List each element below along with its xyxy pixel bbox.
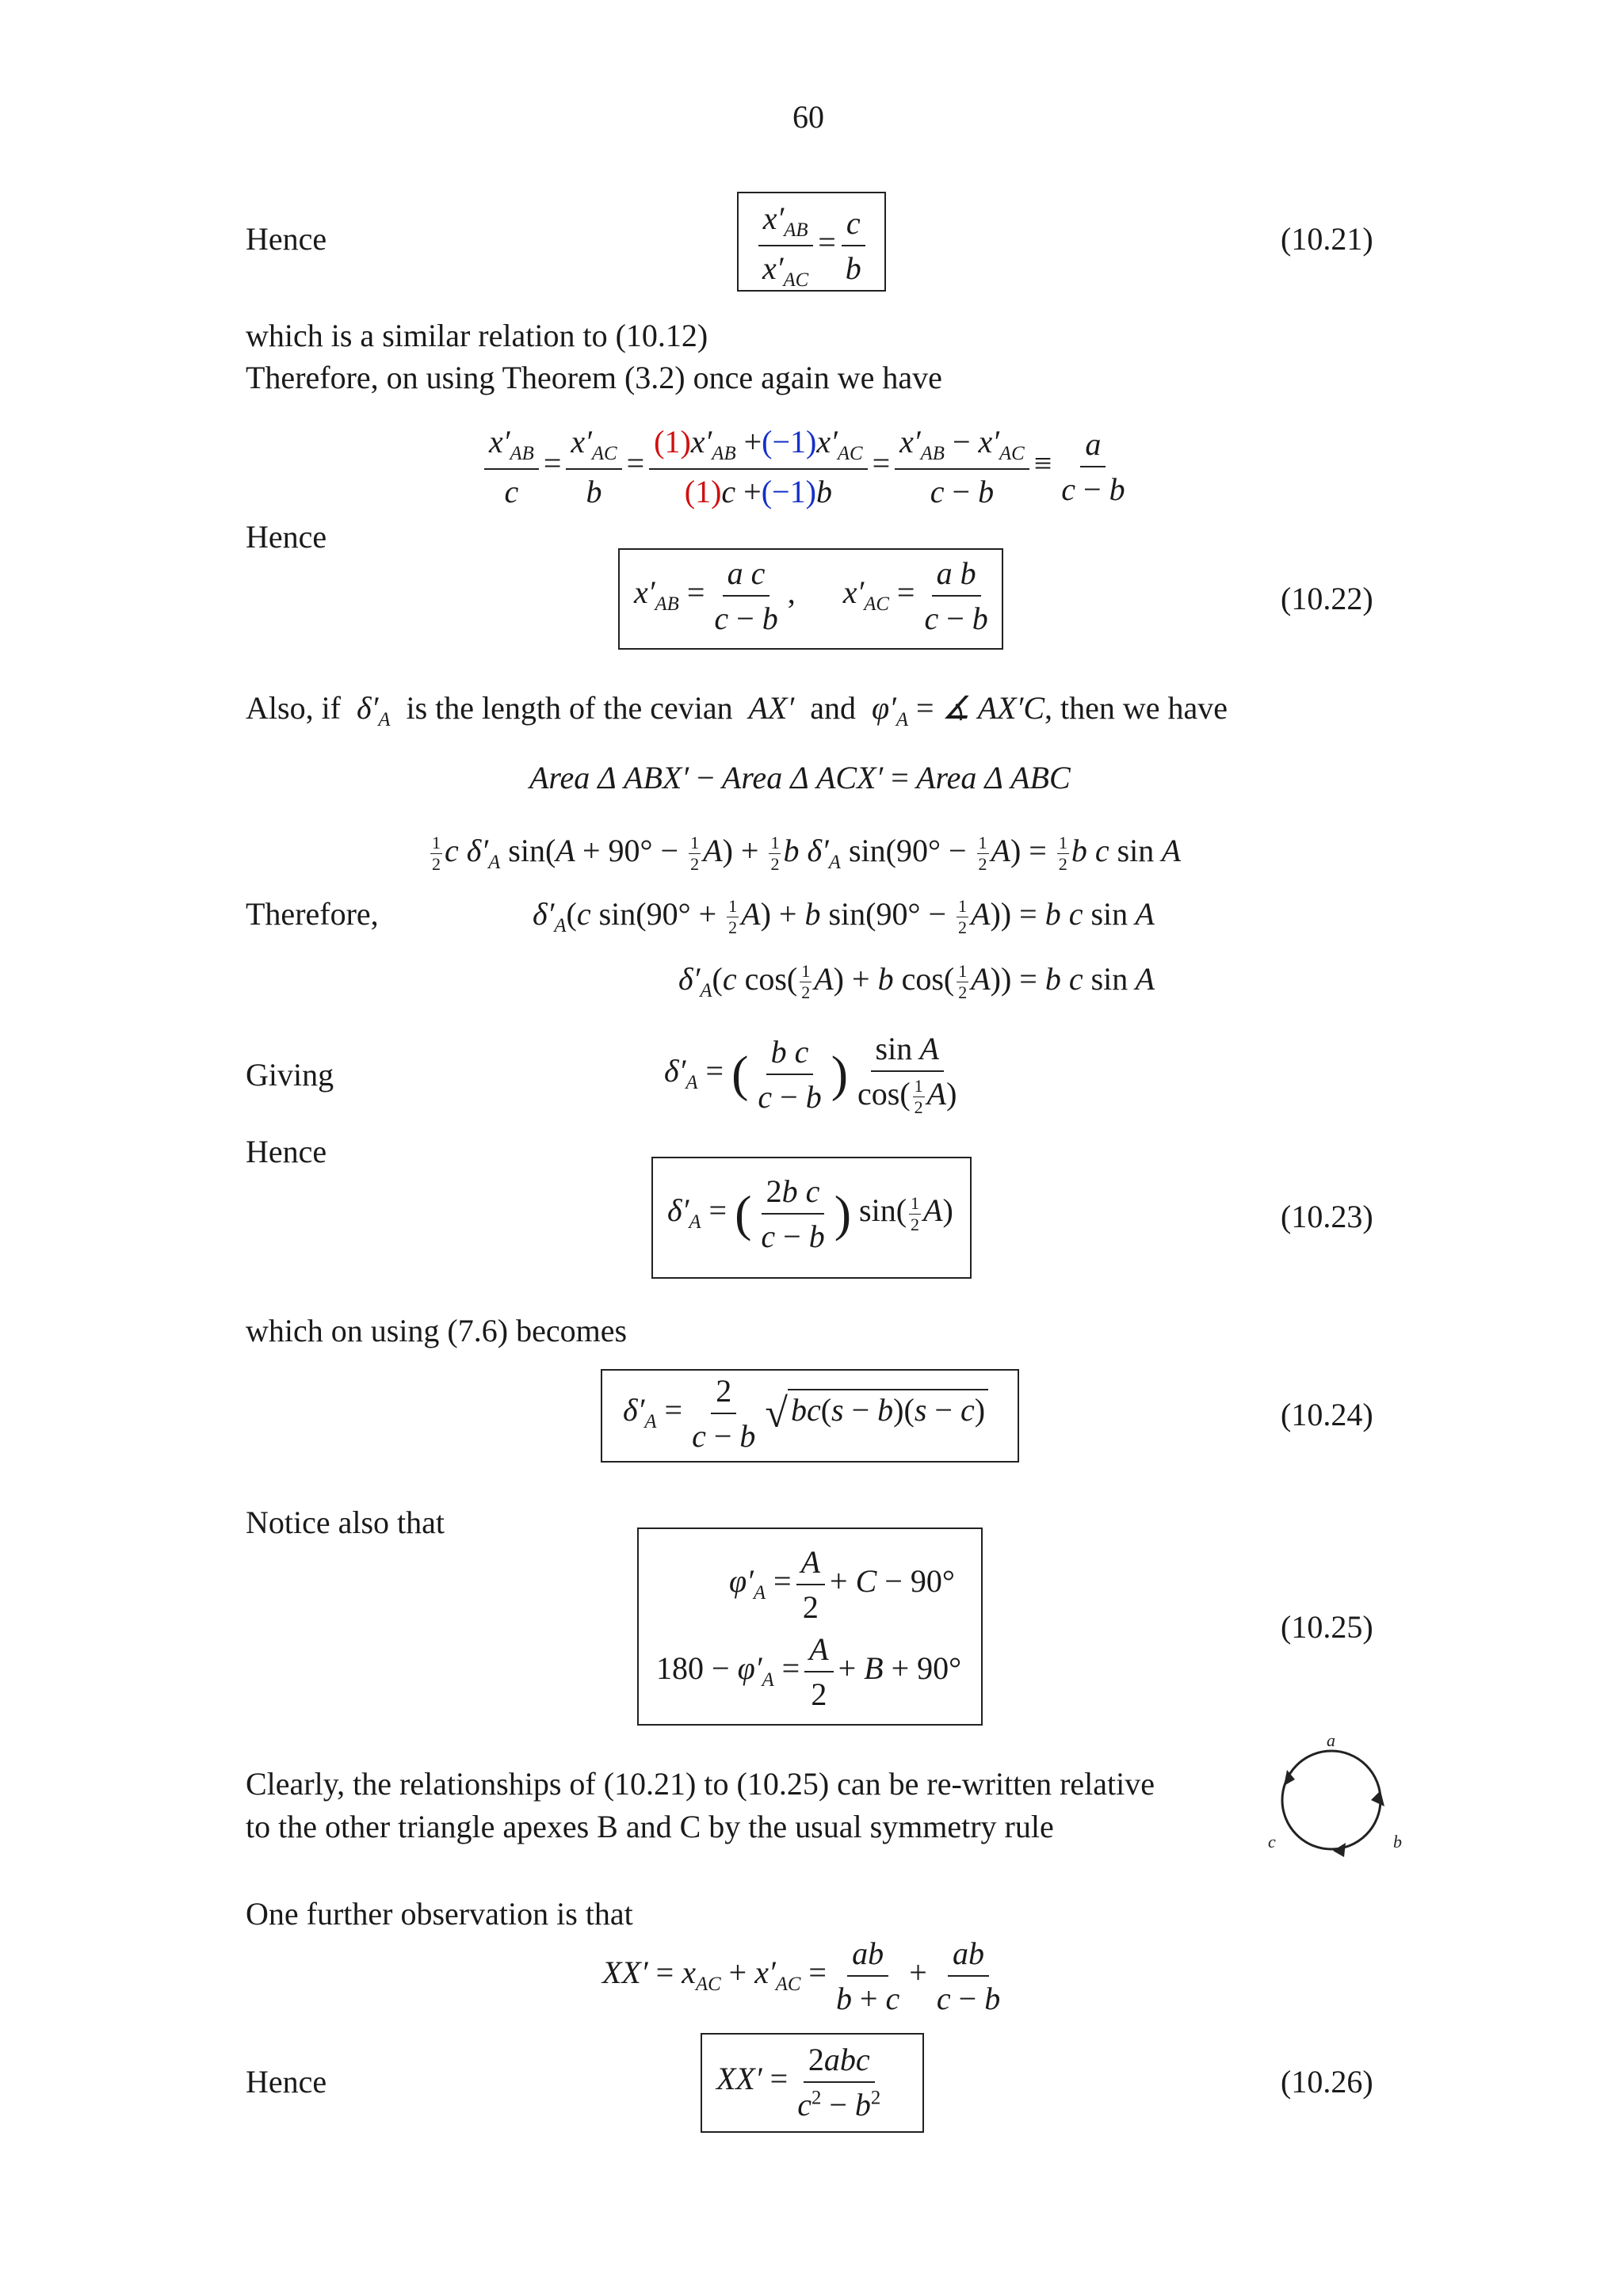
therefore-label: Therefore, [246,896,379,932]
hence-label-1: Hence [246,221,327,257]
hence-label-2: Hence [246,519,327,555]
cycle-arrow-bottom [1333,1843,1346,1857]
cycle-arrow-left [1284,1770,1295,1786]
equation-10-26: XX′ = $\frac{\text{2abc}}{c^2 - b^2}$ [716,2042,881,2122]
equation-number-10-22: (10.22) [1281,581,1373,616]
equation-number-10-23: (10.23) [1281,1199,1373,1234]
equation-number-10-25: (10.25) [1281,1609,1373,1645]
clearly-text-line-2: to the other triangle apexes B and C by the usual symmetry rule [246,1809,1054,1844]
equation-10-25-line-2: $180 - \varphi'_A$ = $\frac{A}{2}$ + B + 90° [656,1631,962,1712]
equation-10-22: $x'_{AB}$ = $\frac{\text{a c}}{c - b}$ , $x'_{AC}$ = $\frac{\text{a b}}{c - b}$ [634,555,988,636]
giving-label: Giving [246,1057,334,1093]
therefore-equation-1: $\delta'_A(c$ sin(90° + $\frac{1}{2}$ A) + b sin(90° − $\frac{1}{2}$ A)) = b c sin A [533,896,1155,938]
equation-10-23: $\delta'_A$ = ( $\frac{\text{2b c}}{c - b}$ ) sin( $\frac{1}{2}$ A) [667,1173,953,1254]
area-sine-equation: $\frac{1}{2}$ c $\delta'_A$ sin(A + 90° − $\frac{1}{2}$ A) + $\frac{1}{2}$ b $\delta'_A$ sin(90° − $\frac{1}{2}$ A) = $\frac{1}{2}$ b c sin A [432,833,1182,875]
further-observation-text: One further observation is that [246,1896,633,1932]
equation-10-21: $\frac{x'_{AB}}{x'_{AC}}$ = $\frac{c}{b}$ [753,200,871,292]
theorem-equation: $\frac{x'_{AB}}{c}$ = $\frac{x'_{AC}}{b}$ = $\frac{(1)x'_{AB} +(-1)x'_{AC}}{(1)c +(-1)b}$ = $\frac{x'_{AB} - x'_{AC}}{c - b}$ ≡ $\frac{a}{c - b}$ [479,423,1135,510]
equation-10-24: $\delta'_A$ = $\frac{2}{c - b}$ √ bc(s − b)(s − c) [623,1372,988,1455]
giving-equation: $\delta'_A$ = ( $\frac{\text{b c}}{c - b}$ ) sin A cos( $\frac{1}{2}$ A) [664,1031,957,1118]
similar-relation-text: which is a similar relation to (10.12) [246,318,708,353]
cevian-text-c: and [810,690,856,726]
cycle-arrow-right [1371,1791,1384,1806]
cycle-label-a: a [1327,1730,1335,1750]
equation-number-10-21: (10.21) [1281,221,1373,257]
page-number: 60 [792,99,824,135]
symmetry-cycle-diagram [1260,1727,1419,1870]
hence-label-4: Hence [246,2064,327,2100]
cevian-definition-line: Also, if $\delta'_A$ is the length of the cevian AX′ and $\varphi'_A$ = ∡ AX′C, then we have [246,690,1228,730]
cevian-text-b: is the length of the cevian [406,690,733,726]
area-equation: Area Δ ABX′ − Area Δ ACX′ = Area Δ ABC [529,760,1071,795]
cevian-text-d: , then we have [1044,690,1228,726]
hence-label-3: Hence [246,1134,327,1169]
cevian-text-a: Also, if [246,690,341,726]
using-7-6-text: which on using (7.6) becomes [246,1313,628,1348]
clearly-text-line-1: Clearly, the relationships of (10.21) to (10.25) can be re-written relative [246,1766,1155,1802]
notice-text: Notice also that [246,1505,445,1540]
cycle-label-c: c [1268,1832,1276,1852]
therefore-equation-2: $\delta'_A(c$ cos( $\frac{1}{2}$ A) + b cos( $\frac{1}{2}$ A)) = b c sin A [678,961,1155,1003]
equation-number-10-24: (10.24) [1281,1397,1373,1432]
therefore-theorem-text: Therefore, on using Theorem (3.2) once again we have [246,360,942,395]
equation-number-10-26: (10.26) [1281,2064,1373,2100]
cycle-label-b: b [1393,1832,1402,1852]
equation-10-25-line-1: $\varphi'_A$ = $\frac{A}{2}$ + C − 90° [729,1544,955,1625]
xx-prime-equation: $XX' = x_{AC} + x'_{AC}$ = $\frac{ab}{b + c}$ + $\frac{ab}{c - b}$ [602,1936,1001,2016]
